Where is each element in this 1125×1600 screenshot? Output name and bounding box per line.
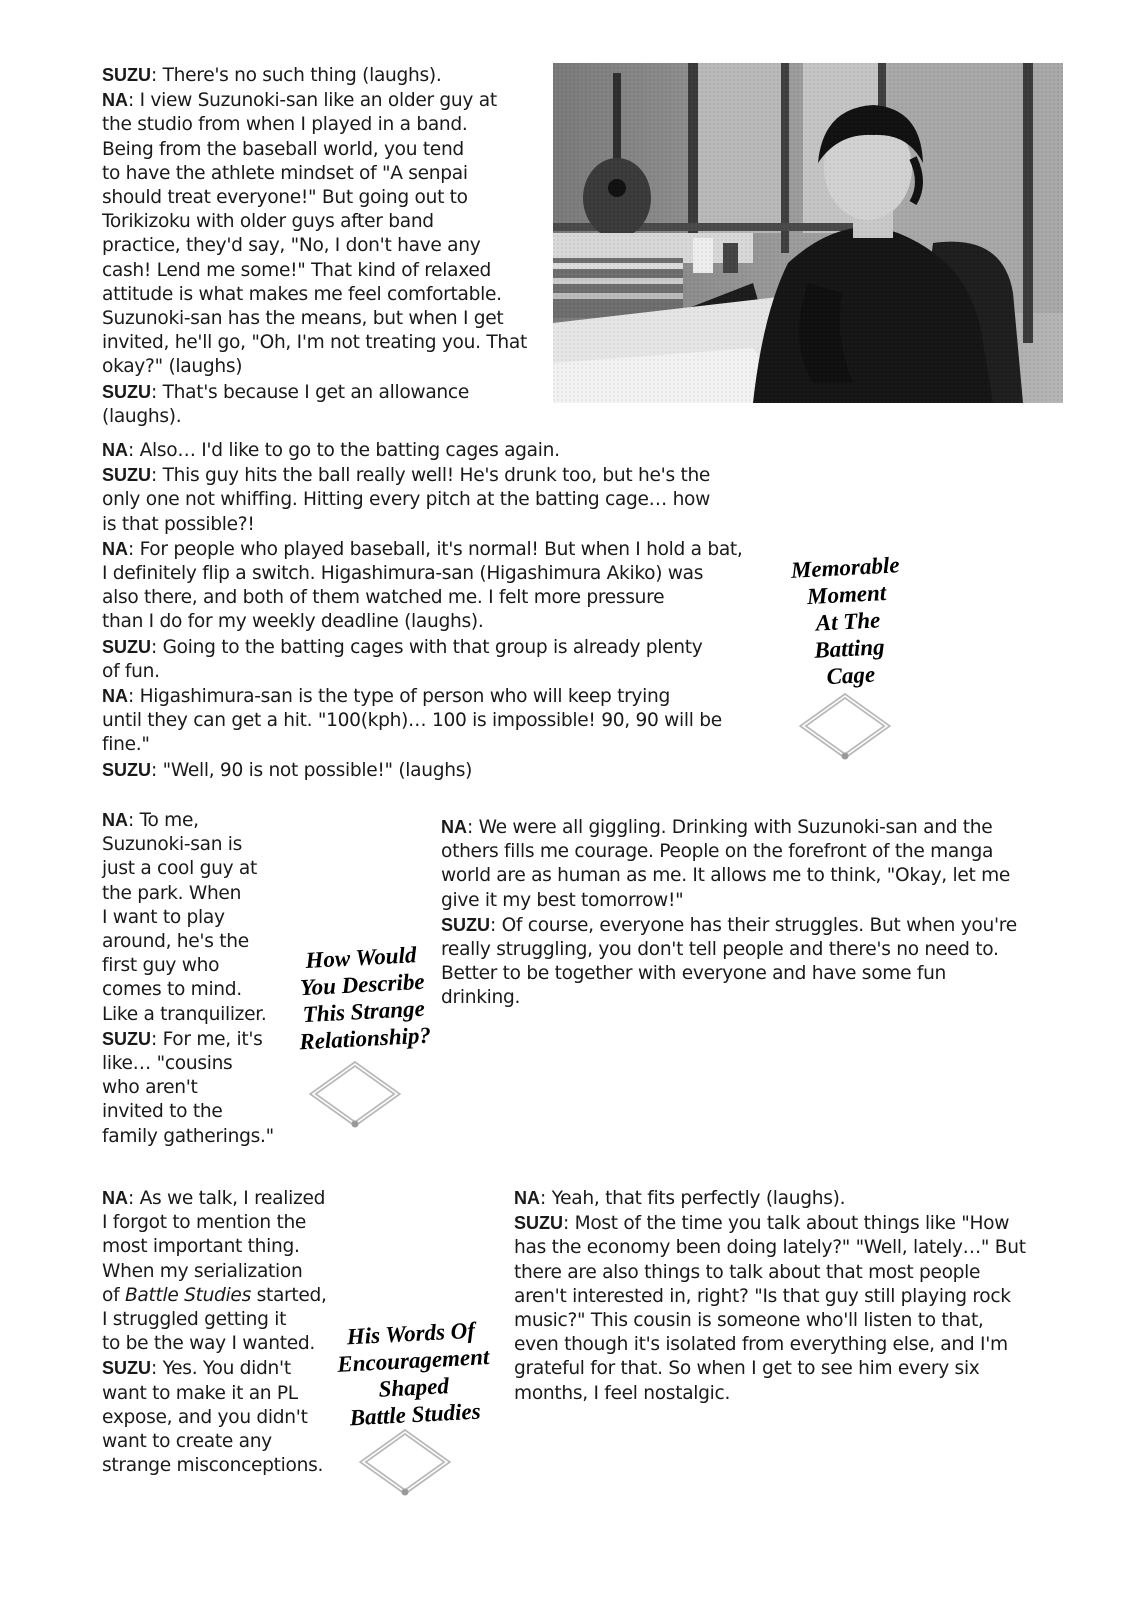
dialogue-text: to have the athlete mindset of "A senpai — [102, 162, 468, 184]
text-line — [102, 63, 527, 88]
text-line — [102, 331, 527, 355]
dialogue-text: Better to be together with everyone and have some fun — [441, 963, 947, 985]
dialogue-text: want to create any — [102, 1431, 272, 1453]
dialogue-text: than I do for my weekly deadline (laughs). — [102, 611, 484, 633]
interview-photo-image — [553, 63, 1063, 403]
text-line — [514, 1186, 1026, 1211]
section-title-line: Encouragement — [336, 1344, 490, 1377]
text-line — [102, 857, 274, 881]
text-line — [102, 660, 743, 684]
text-line — [102, 210, 527, 234]
speaker-label: SUZU — [102, 65, 151, 85]
dialogue-text: : Higashimura-san is the type of person who will keep trying — [128, 686, 670, 708]
text-line — [102, 733, 743, 757]
encouragement-section-title — [335, 1316, 490, 1432]
text-line — [102, 954, 274, 978]
text-line — [102, 1382, 327, 1406]
text-line — [514, 1261, 1026, 1285]
text-line — [102, 259, 527, 283]
speaker-label: SUZU — [441, 914, 490, 935]
text-line — [102, 1356, 327, 1381]
speaker-label: NA — [514, 1188, 540, 1208]
text-line — [102, 1076, 274, 1100]
text-line — [514, 1333, 1026, 1357]
text-line — [102, 1430, 327, 1454]
dialogue-text: really struggling, you don't tell people and there's no need to. — [441, 939, 999, 961]
dialogue-text: : Of course, everyone has their struggles. But when you're — [490, 914, 1017, 936]
speaker-label: SUZU — [514, 1213, 563, 1234]
dialogue-text: : For people who played baseball, it's normal! But when I hold a bat, — [128, 538, 743, 560]
dialogue-text: music?" This cousin is someone who'll listen to that, — [514, 1310, 984, 1332]
dialogue-text: of — [102, 1284, 125, 1306]
text-line — [102, 380, 527, 405]
dialogue-text: attitude is what makes me feel comfortable. — [102, 283, 502, 305]
text-line — [102, 833, 274, 857]
text-line — [102, 586, 743, 610]
text-line — [102, 463, 743, 488]
dialogue-text: I forgot to mention the — [102, 1212, 307, 1234]
text-line — [514, 1285, 1026, 1309]
dialogue-text: who aren't — [102, 1077, 198, 1099]
dialogue-text: even though it's isolated from everything else, and I'm — [514, 1334, 1008, 1356]
text-line — [514, 1309, 1026, 1333]
speaker-label: NA — [102, 686, 128, 707]
text-line — [441, 889, 1017, 913]
text-line — [102, 88, 527, 113]
section-title-line: Moment — [806, 579, 887, 610]
text-line — [102, 113, 527, 137]
text-line — [102, 562, 743, 586]
text-line — [102, 684, 743, 709]
dialogue-text: invited to the — [102, 1101, 223, 1123]
batting-dialogue — [102, 438, 743, 783]
dialogue-text: : As we talk, I realized — [128, 1188, 326, 1209]
text-line — [102, 882, 274, 906]
speaker-label: SUZU — [102, 759, 151, 780]
dialogue-text: until they can get a hit. "100(kph)… 100 is impossible! 90, 90 will be — [102, 710, 722, 732]
dialogue-text: fine." — [102, 734, 150, 756]
text-line — [102, 1406, 327, 1430]
dialogue-text: Suzunoki-san is — [102, 834, 243, 856]
dialogue-text: practice, they'd say, "No, I don't have any — [102, 235, 481, 257]
text-line — [102, 537, 743, 562]
text-line — [102, 635, 743, 660]
section-title-line: Cage — [825, 661, 876, 690]
dialogue-text: I definitely flip a switch. Higashimura-san (Higashimura Akiko) was — [102, 563, 704, 585]
interview-photo — [553, 63, 1063, 403]
dialogue-text: : We were all giggling. Drinking with Suzunoki-san and the — [467, 817, 993, 838]
dialogue-text: family gatherings." — [102, 1125, 274, 1147]
text-line — [102, 438, 743, 463]
dialogue-text: I struggled getting it — [102, 1309, 287, 1331]
baseball-diamond-icon — [307, 1058, 403, 1128]
text-line — [102, 405, 527, 429]
section-title-line: His Words Of — [346, 1317, 476, 1350]
dialogue-text: : Most of the time you talk about things like "How — [563, 1213, 1010, 1235]
dialogue-text: : That's because I get an allowance — [151, 381, 469, 403]
text-line — [102, 1186, 327, 1211]
dialogue-text: around, he's the — [102, 931, 249, 953]
text-line — [441, 986, 1017, 1010]
text-line — [102, 283, 527, 307]
batting-section-title — [785, 551, 912, 692]
dialogue-text: : For me, it's — [151, 1028, 263, 1050]
dialogue-text: cash! Lend me some!" That kind of relaxed — [102, 259, 492, 281]
section-title-line: How Would — [304, 942, 417, 973]
work-title: Battle Studies — [124, 1284, 251, 1306]
dialogue-text: months, I feel nostalgic. — [514, 1382, 731, 1404]
section-title-line: Battle Studies — [349, 1398, 482, 1431]
section-title-line: You Describe — [299, 968, 426, 1001]
encouragement-left-dialogue — [102, 1186, 327, 1478]
dialogue-text: is that possible?! — [102, 513, 255, 535]
text-line — [102, 513, 743, 537]
dialogue-text: I want to play — [102, 906, 225, 928]
dialogue-text: : Going to the batting cages with that group is already plenty — [151, 636, 703, 658]
speaker-label: SUZU — [102, 636, 151, 657]
dialogue-text: Being from the baseball world, you tend — [102, 138, 464, 160]
text-line — [102, 162, 527, 186]
text-line — [102, 1308, 327, 1332]
dialogue-text: okay?" (laughs) — [102, 356, 243, 378]
speaker-label: SUZU — [102, 465, 151, 486]
dialogue-text: first guy who — [102, 955, 220, 977]
dialogue-text: : There's no such thing (laughs). — [151, 65, 442, 86]
text-line — [514, 1357, 1026, 1381]
speaker-label: SUZU — [102, 1028, 151, 1049]
speaker-label: NA — [102, 1188, 128, 1208]
dialogue-text: : To me, — [128, 810, 199, 831]
text-line — [102, 1332, 327, 1356]
dialogue-text: drinking. — [441, 987, 521, 1009]
text-line — [102, 906, 274, 930]
dialogue-text: When my serialization — [102, 1260, 303, 1282]
text-line — [102, 307, 527, 331]
dialogue-text: grateful for that. So when I get to see him every six — [514, 1358, 980, 1380]
dialogue-text: started, — [250, 1284, 327, 1306]
dialogue-text: comes to mind. — [102, 979, 242, 1001]
text-line — [102, 758, 743, 783]
section-title-line: Shaped — [377, 1373, 450, 1402]
text-line — [514, 1382, 1026, 1406]
dialogue-text: : "Well, 90 is not possible!" (laughs) — [151, 759, 473, 781]
section-title-line: Batting — [813, 634, 886, 663]
dialogue-text: want to make it an PL — [102, 1382, 298, 1404]
text-line — [102, 1454, 327, 1478]
dialogue-text: there are also things to talk about that most people — [514, 1261, 981, 1283]
text-line — [514, 1236, 1026, 1260]
dialogue-text: : Yes. You didn't — [151, 1358, 291, 1380]
speaker-label: NA — [102, 538, 128, 559]
dialogue-text: world are as human as me. It allows me to think, "Okay, let me — [441, 865, 1011, 887]
text-line — [441, 913, 1017, 938]
text-line — [441, 815, 1017, 840]
relationship-right-dialogue — [441, 815, 1017, 1011]
dialogue-text: should treat everyone!" But going out to — [102, 187, 468, 209]
text-line — [102, 488, 743, 512]
text-line — [102, 808, 274, 833]
text-line — [102, 234, 527, 258]
speaker-label: SUZU — [102, 1358, 151, 1379]
dialogue-text: most important thing. — [102, 1236, 300, 1258]
dialogue-text: Suzunoki-san has the means, but when I get — [102, 308, 504, 330]
dialogue-text: others fills me courage. People on the forefront of the manga — [441, 841, 994, 863]
text-line — [102, 138, 527, 162]
dialogue-text: : Also… I'd like to go to the batting cages again. — [128, 440, 560, 461]
text-line — [102, 1027, 274, 1052]
section-title-line: This Strange — [302, 995, 426, 1028]
speaker-label: NA — [441, 817, 467, 837]
section-title-line: At The — [815, 607, 881, 636]
dialogue-text: strange misconceptions. — [102, 1455, 324, 1477]
dialogue-text: invited, he'll go, "Oh, I'm not treating you. That — [102, 332, 527, 354]
text-line — [102, 930, 274, 954]
text-line — [102, 709, 743, 733]
dialogue-text: also there, and both of them watched me. I felt more pressure — [102, 587, 665, 609]
text-line — [102, 186, 527, 210]
dialogue-text: the studio from when I played in a band. — [102, 114, 468, 136]
dialogue-text: Like a tranquilizer. — [102, 1003, 267, 1025]
text-line — [102, 355, 527, 379]
dialogue-text: (laughs). — [102, 405, 182, 427]
speaker-label: NA — [102, 440, 128, 460]
dialogue-text: the park. When — [102, 882, 242, 904]
speaker-label: SUZU — [102, 381, 151, 402]
text-line — [514, 1211, 1026, 1236]
text-line — [441, 938, 1017, 962]
dialogue-text: : This guy hits the ball really well! He's drunk too, but he's the — [151, 465, 711, 487]
text-line — [102, 1052, 274, 1076]
text-line — [102, 1211, 327, 1235]
dialogue-text: of fun. — [102, 660, 160, 682]
baseball-diamond-icon — [797, 690, 893, 760]
dialogue-text: only one not whiffing. Hitting every pitch at the batting cage… how — [102, 489, 711, 511]
text-line — [102, 1125, 274, 1149]
text-line — [102, 610, 743, 634]
text-line — [102, 978, 274, 1002]
text-line — [102, 1100, 274, 1124]
text-line — [102, 1260, 327, 1284]
baseball-diamond-icon — [357, 1426, 453, 1496]
dialogue-text: give it my best tomorrow!" — [441, 889, 684, 911]
relationship-section-title — [285, 940, 440, 1056]
text-line — [102, 1003, 274, 1027]
text-line — [102, 1235, 327, 1259]
text-line — [102, 1284, 327, 1308]
dialogue-text: has the economy been doing lately?" "Well, lately…" But — [514, 1237, 1026, 1259]
dialogue-text: just a cool guy at — [102, 858, 257, 880]
speaker-label: NA — [102, 90, 128, 111]
text-line — [441, 864, 1017, 888]
dialogue-text: to be the way I wanted. — [102, 1333, 315, 1355]
relationship-left-dialogue — [102, 808, 274, 1149]
dialogue-text: aren't interested in, right? "Is that guy still playing rock — [514, 1285, 1011, 1307]
text-line — [441, 962, 1017, 986]
intro-dialogue — [102, 63, 527, 429]
speaker-label: NA — [102, 810, 128, 830]
section-title-line: Relationship? — [298, 1022, 432, 1055]
dialogue-text: Torikizoku with older guys after band — [102, 211, 434, 233]
dialogue-text: : I view Suzunoki-san like an older guy at — [128, 90, 497, 112]
dialogue-text: expose, and you didn't — [102, 1406, 308, 1428]
text-line — [441, 840, 1017, 864]
dialogue-text: like… "cousins — [102, 1053, 233, 1075]
dialogue-text: : Yeah, that fits perfectly (laughs). — [540, 1188, 846, 1209]
encouragement-right-dialogue — [514, 1186, 1026, 1406]
section-title-line: Memorable — [790, 552, 901, 583]
